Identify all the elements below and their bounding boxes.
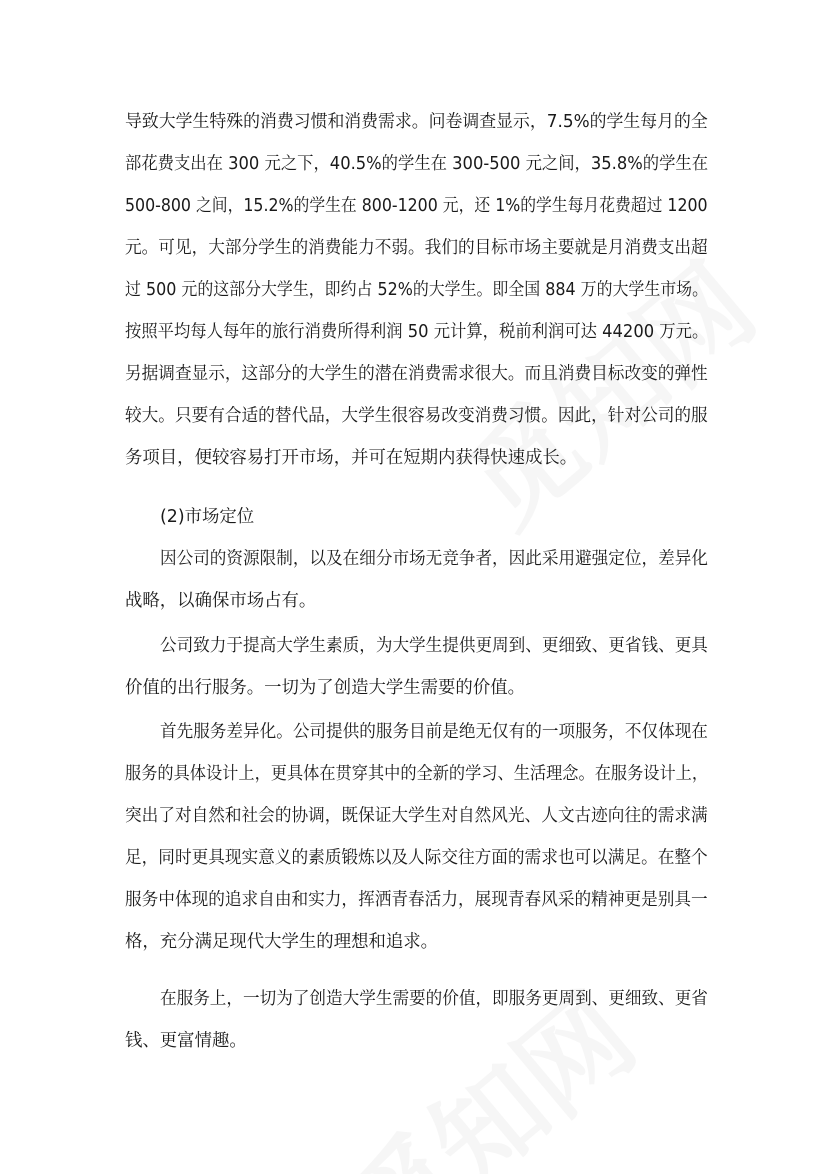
paragraph-line: 另据调查显示，这部分的大学生的潜在消费需求很大。而且消费目标改变的弹性 [125, 364, 708, 384]
paragraph-line: 部花费支出在 300 元之下，40.5%的学生在 300-500 元之间，35.8%的学生在 [125, 154, 709, 174]
paragraph-line: 元。可见，大部分学生的消费能力不弱。我们的目标市场主要就是月消费支出超 [125, 238, 708, 258]
section-heading: (2)市场定位 [160, 507, 255, 527]
paragraph-line: 战略，以确保市场占有。 [125, 591, 317, 611]
paragraph-line: 公司致力于提高大学生素质，为大学生提供更周到、更细致、更省钱、更具 [160, 636, 708, 656]
paragraph-line: 导致大学生特殊的消费习惯和消费需求。问卷调查显示，7.5%的学生每月的全 [125, 112, 708, 132]
paragraph-line: 格，充分满足现代大学生的理想和追求。 [125, 932, 439, 952]
paragraph-line: 按照平均每人每年的旅行消费所得利润 50 元计算，税前利润可达 44200 万元。 [125, 322, 709, 342]
paragraph-line: 价值的出行服务。一切为了创造大学生需要的价值。 [125, 678, 525, 698]
paragraph-line: 在服务上，一切为了创造大学生需要的价值，即服务更周到、更细致、更省 [160, 989, 708, 1009]
watermark [428, 222, 782, 555]
paragraph-line: 500-800 之间，15.2%的学生在 800-1200 元，还 1%的学生每月花费超过 1200 [125, 196, 708, 216]
paragraph-line: 突出了对自然和社会的协调，既保证大学生对自然风光、人文古迹向往的需求满 [125, 806, 708, 826]
paragraph-line: 服务中体现的追求自由和实力，挥洒青春活力，展现青春风采的精神更是别具一 [125, 890, 708, 910]
paragraph-line: 过 500 元的这部分大学生，即约占 52%的大学生。即全国 884 万的大学生市场。 [125, 280, 709, 300]
paragraph-line: 务项目，便较容易打开市场，并可在短期内获得快速成长。 [125, 448, 578, 468]
paragraph-line: 钱、更富情趣。 [125, 1031, 247, 1051]
paragraph-line: 足，同时更具现实意义的素质锻炼以及人际交往方面的需求也可以满足。在整个 [125, 848, 708, 868]
paragraph-line: 较大。只要有合适的替代品，大学生很容易改变消费习惯。因此，针对公司的服 [125, 406, 708, 426]
paragraph-line: 服务的具体设计上，更具体在贯穿其中的全新的学习、生活理念。在服务设计上， [125, 764, 709, 784]
paragraph-line: 因公司的资源限制，以及在细分市场无竞争者，因此采用避强定位，差异化 [160, 549, 708, 569]
paragraph-line: 首先服务差异化。公司提供的服务目前是绝无仅有的一项服务，不仅体现在 [160, 722, 708, 742]
